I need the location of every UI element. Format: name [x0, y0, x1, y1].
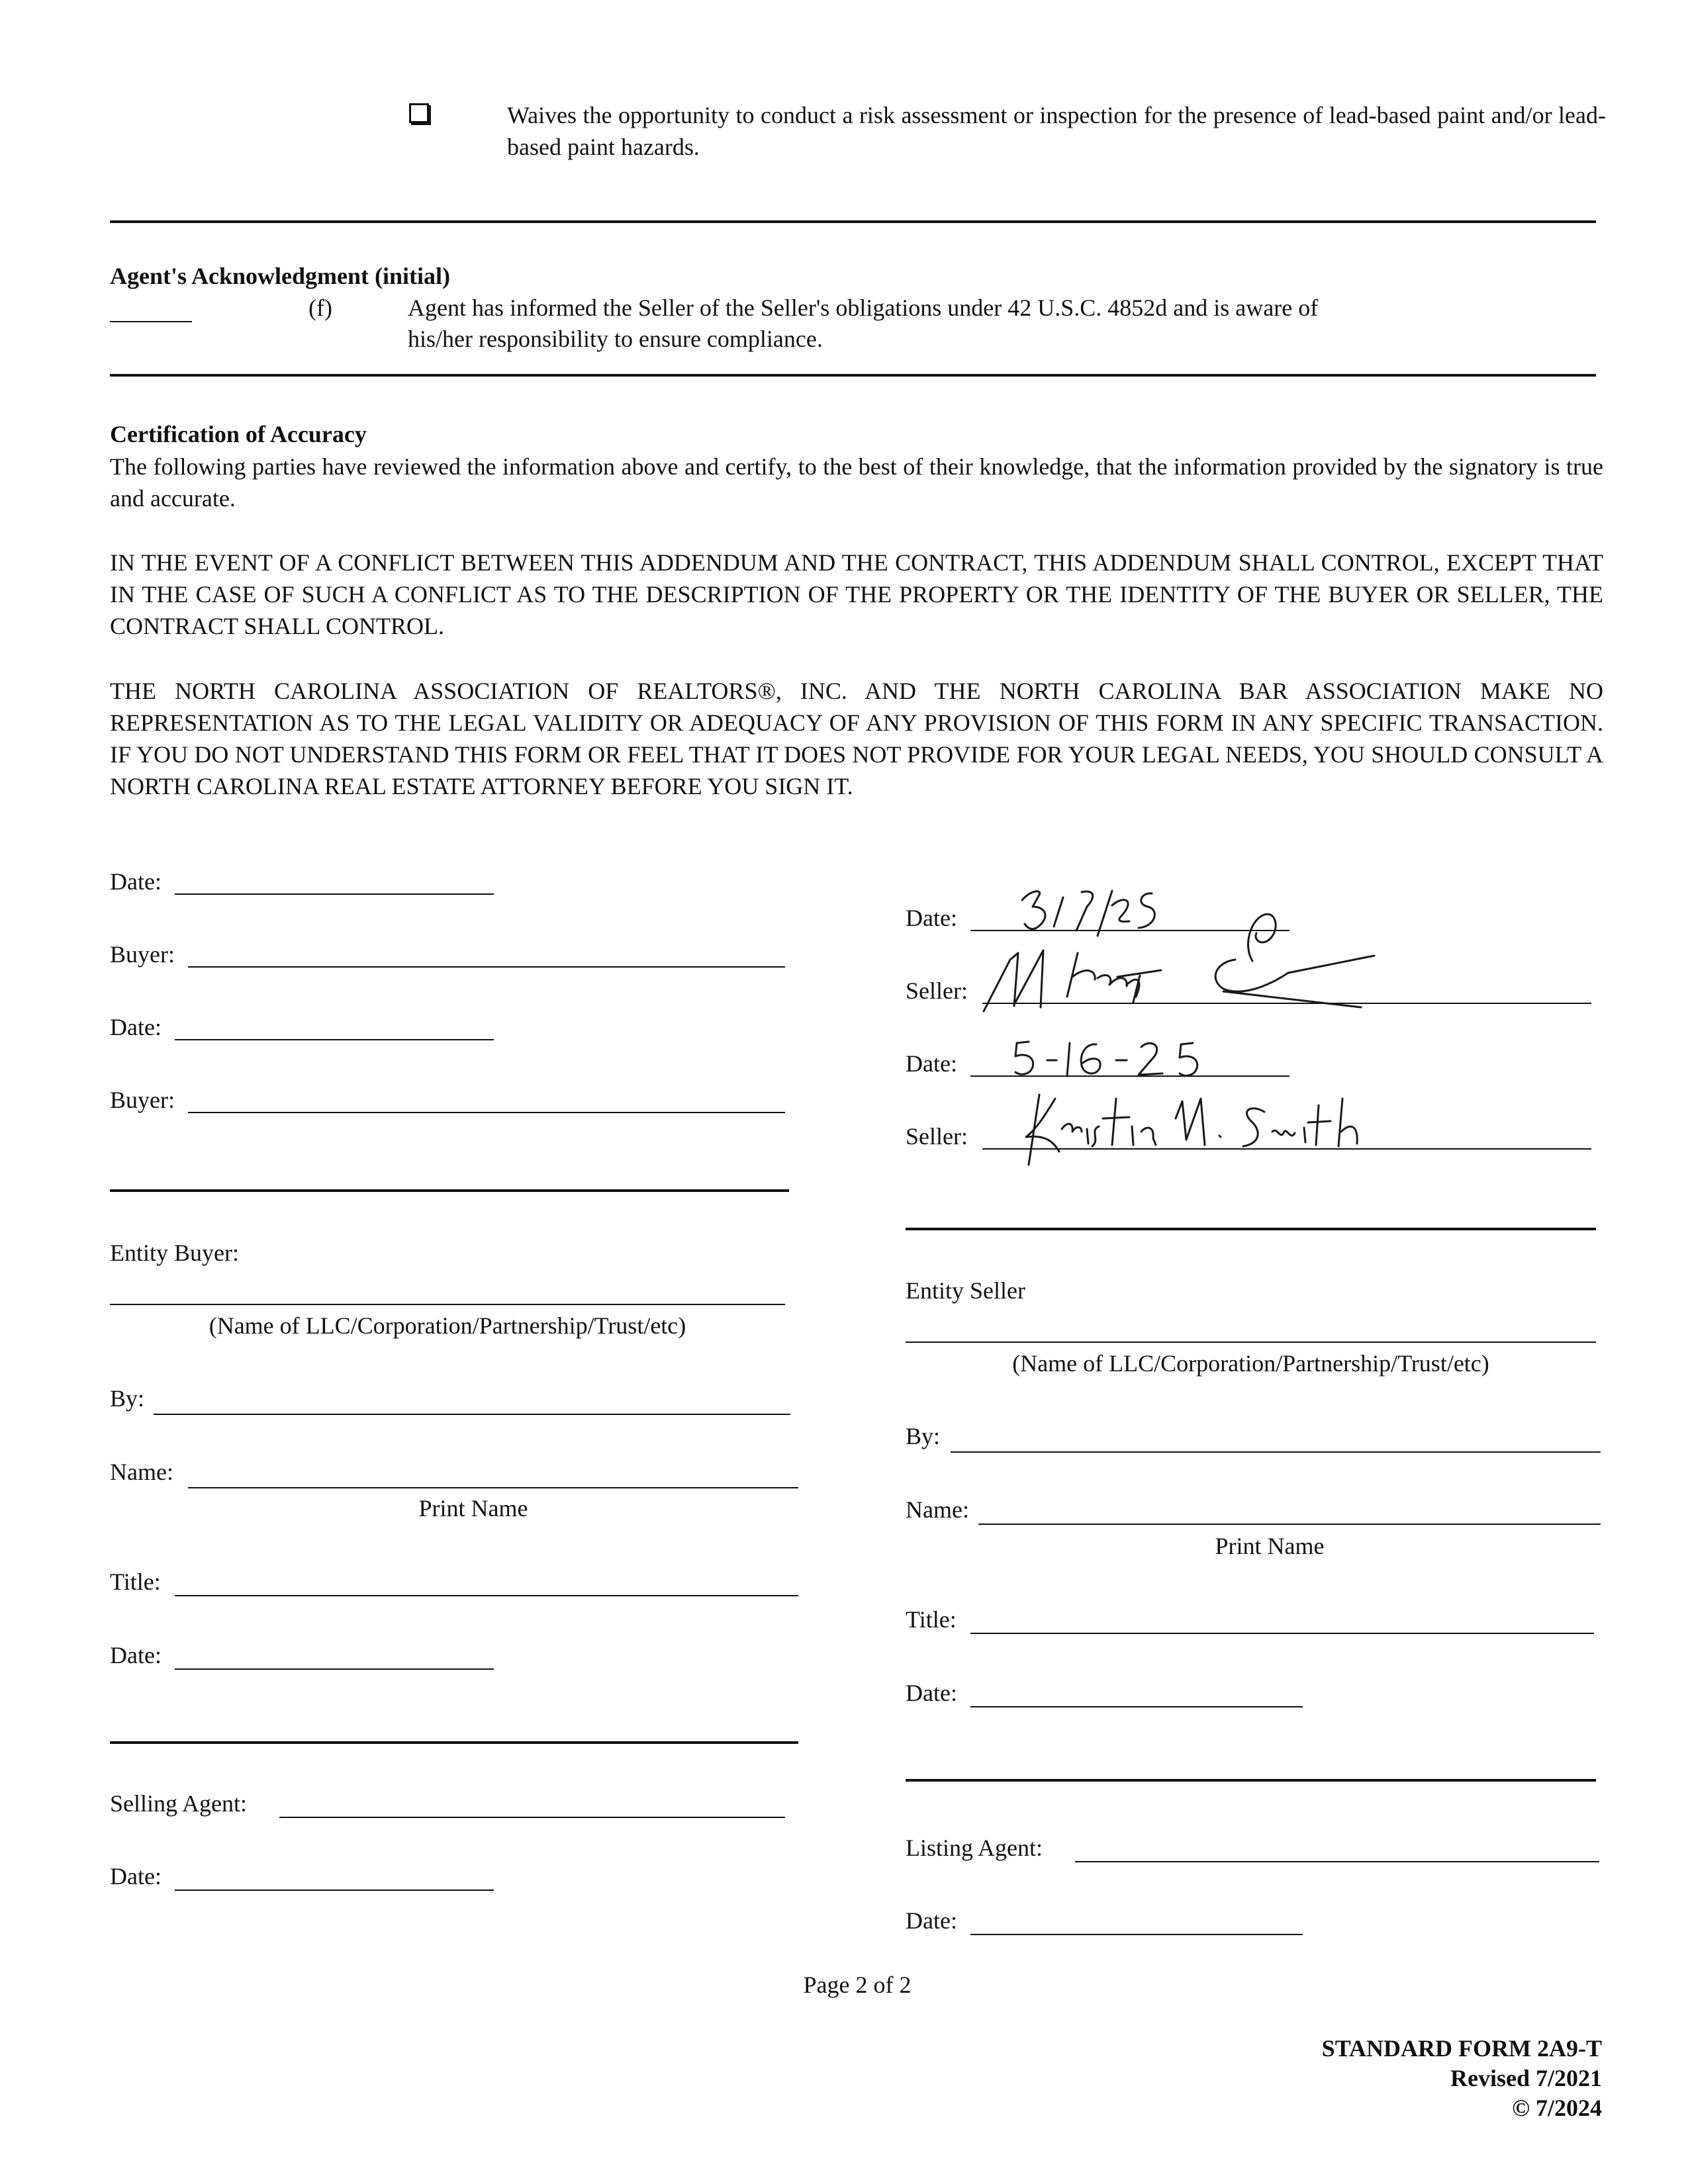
entity-seller-title-field[interactable] [970, 1633, 1594, 1634]
certification-text: The following parties have reviewed the information above and certify, to the best of their knowledge, that the information provided by the signatory is true and accurate. [110, 453, 1603, 512]
waive-inspection-text: Waives the opportunity to conduct a risk assessment or inspection for the presence of lead-based paint and/or lead-based paint hazards. [507, 102, 1606, 160]
form-revised: Revised 7/2021 [1450, 2065, 1602, 2091]
selling-agent-date-label: Date: [110, 1863, 162, 1889]
buyer2-signature-field[interactable] [188, 1112, 785, 1113]
buyer1-date-field[interactable] [175, 893, 494, 895]
buyer1-label: Buyer: [110, 941, 175, 968]
entity-seller-printname-field[interactable] [978, 1524, 1601, 1525]
entity-seller-name-label: Name: [906, 1496, 969, 1523]
entity-seller-divider [906, 1779, 1596, 1782]
seller1-signature [977, 933, 1387, 1019]
section-divider [110, 220, 1596, 223]
form-copyright: © 7/2024 [1512, 2095, 1602, 2121]
entity-seller-date-field[interactable] [970, 1706, 1303, 1707]
entity-buyer-name-label: Name: [110, 1459, 173, 1485]
form-number: STANDARD FORM 2A9-T [1321, 2035, 1602, 2062]
entity-seller-by-field[interactable] [951, 1451, 1601, 1453]
seller-block-divider [906, 1228, 1596, 1230]
buyer2-label: Buyer: [110, 1087, 175, 1113]
seller2-date-label: Date: [906, 1050, 957, 1077]
agent-ack-heading: Agent's Acknowledgment (initial) [110, 263, 451, 289]
entity-buyer-date-label: Date: [110, 1642, 162, 1668]
listing-agent-date-label: Date: [906, 1907, 957, 1934]
entity-buyer-date-field[interactable] [175, 1668, 494, 1670]
conflict-clause: IN THE EVENT OF A CONFLICT BETWEEN THIS ADDENDUM AND THE CONTRACT, THIS ADDENDUM SHALL CONTROL, EXCEPT THAT IN THE CASE OF SUCH A CONFLICT AS TO THE DESCRIPTION OF THE PROPERTY OR THE IDENTITY OF THE BUYER OR SELLER, THE CONTRACT SHALL CONTROL. [110, 549, 1603, 639]
entity-seller-date-label: Date: [906, 1680, 957, 1706]
selling-agent-label: Selling Agent: [110, 1790, 247, 1817]
seller1-date-handwriting [1013, 880, 1185, 940]
seller2-label: Seller: [906, 1123, 968, 1150]
agent-ack-text-line1: Agent has informed the Seller of the Seller's obligations under 42 U.S.C. 4852d and is aware of [408, 295, 1319, 321]
entity-seller-name-field[interactable] [906, 1342, 1596, 1343]
listing-agent-date-field[interactable] [970, 1934, 1303, 1935]
certification-heading: Certification of Accuracy [110, 421, 367, 447]
entity-seller-by-label: By: [906, 1423, 941, 1449]
agent-ack-letter: (f) [308, 295, 332, 321]
seller2-date-handwriting [1006, 1032, 1205, 1085]
seller1-label: Seller: [906, 978, 968, 1004]
disclaimer-clause: THE NORTH CAROLINA ASSOCIATION OF REALTORS®, INC. AND THE NORTH CAROLINA BAR ASSOCIATION MAKE NO REPRESENTATION AS TO THE LEGAL VALIDITY OR ADEQUACY OF ANY PROVISION OF THIS FORM IN ANY SPECIFIC TRANSACTION. IF YOU DO NOT UNDERSTAND THIS FORM OR FEEL THAT IT DOES NOT PROVIDE FOR YOUR LEGAL NEEDS, YOU SHOULD CONSULT A NORTH CAROLINA REAL ESTATE ATTORNEY BEFORE YOU SIGN IT. [110, 678, 1603, 799]
entity-seller-print-name-caption: Print Name [1215, 1533, 1325, 1559]
entity-buyer-divider [110, 1741, 798, 1744]
listing-agent-label: Listing Agent: [906, 1835, 1043, 1861]
buyer-block-divider [110, 1189, 789, 1192]
section-divider [110, 374, 1596, 377]
buyer1-date-label: Date: [110, 868, 162, 895]
entity-seller-heading: Entity Seller [906, 1277, 1025, 1304]
entity-buyer-by-label: By: [110, 1385, 145, 1412]
selling-agent-date-field[interactable] [175, 1889, 494, 1891]
selling-agent-field[interactable] [279, 1817, 785, 1818]
agent-ack-text-line2: his/her responsibility to ensure compliance. [408, 326, 823, 352]
entity-buyer-heading: Entity Buyer: [110, 1240, 239, 1266]
seller1-date-label: Date: [906, 905, 957, 931]
buyer1-signature-field[interactable] [188, 966, 785, 968]
buyer2-date-field[interactable] [175, 1039, 494, 1040]
entity-buyer-print-name-caption: Print Name [418, 1495, 528, 1522]
agent-initial-field[interactable] [110, 321, 192, 322]
entity-buyer-title-field[interactable] [175, 1595, 798, 1596]
waive-inspection-checkbox[interactable] [409, 103, 429, 123]
seller2-signature [1013, 1079, 1410, 1165]
entity-buyer-name-field[interactable] [110, 1304, 785, 1305]
page-number: Page 2 of 2 [803, 1972, 912, 1998]
entity-buyer-name-caption: (Name of LLC/Corporation/Partnership/Trust/etc) [209, 1312, 686, 1339]
entity-buyer-printname-field[interactable] [188, 1487, 798, 1488]
entity-buyer-title-label: Title: [110, 1569, 161, 1595]
listing-agent-field[interactable] [1075, 1861, 1599, 1862]
buyer2-date-label: Date: [110, 1014, 162, 1040]
entity-seller-name-caption: (Name of LLC/Corporation/Partnership/Trust/etc) [1012, 1350, 1489, 1377]
entity-buyer-by-field[interactable] [154, 1414, 790, 1415]
entity-seller-title-label: Title: [906, 1606, 957, 1633]
